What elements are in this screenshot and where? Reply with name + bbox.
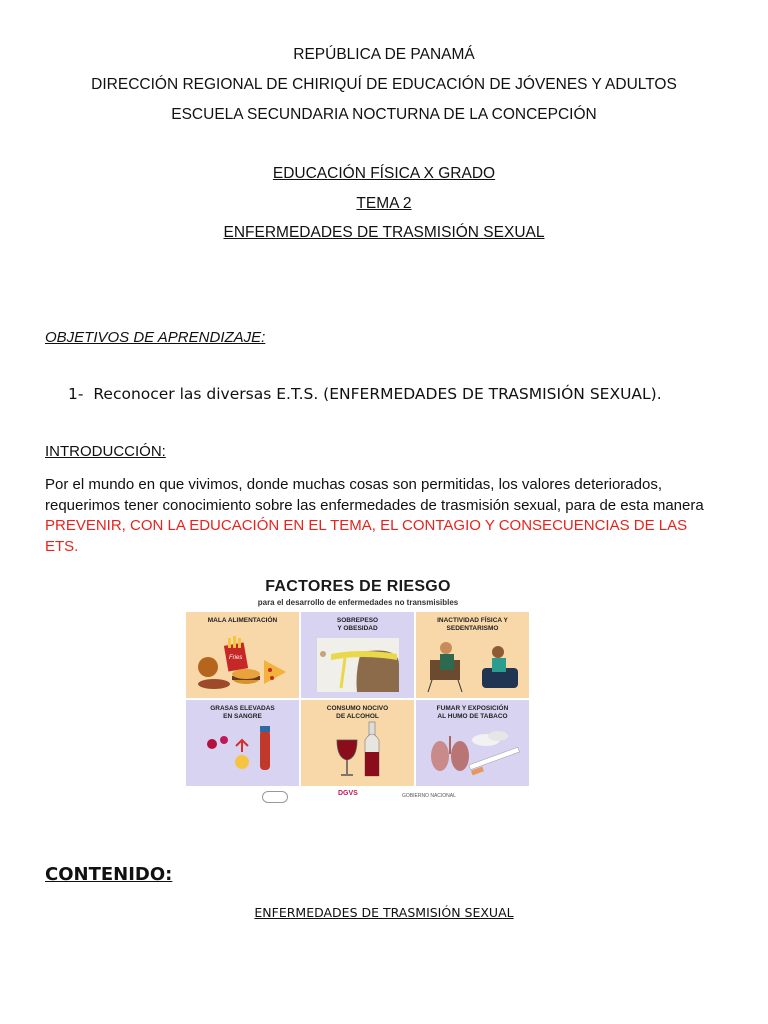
subject-title: EDUCACIÓN FÍSICA X GRADO (272, 165, 496, 182)
header-republic: REPÚBLICA DE PANAMÁ (293, 46, 475, 63)
risk-factors-infographic (172, 574, 544, 810)
tile-high-fats (186, 700, 299, 786)
intro-red-line: PREVENIR, CON LA EDUCACIÓN EN EL TEMA, EL CONTAGIO Y CONSECUENCIAS DE LAS (45, 517, 688, 534)
tile-label: INACTIVIDAD FÍSICA Y SEDENTARISMO (437, 617, 508, 632)
tile-label: GRASAS ELEVADAS EN SANGRE (210, 705, 275, 720)
tile-label: FUMAR Y EXPOSICIÓN AL HUMO DE TABACO (436, 705, 509, 720)
wine-icon (301, 700, 414, 786)
intro-line: Por el mundo en que vivimos, donde muchas cosas son permitidas, los valores deteriorados, (45, 476, 662, 493)
tile-inactivity (416, 612, 529, 698)
tile-overweight (301, 612, 414, 698)
header-school: ESCUELA SECUNDARIA NOCTURNA DE LA CONCEPCIÓN (171, 106, 597, 123)
objective-number: 1- (68, 385, 84, 403)
tile-bad-diet (186, 612, 299, 698)
waist-measure-icon (301, 612, 414, 698)
tile-label: CONSUMO NOCIVO DE ALCOHOL (326, 705, 389, 720)
gobierno-logo: GOBIERNO NACIONAL (402, 793, 456, 799)
tile-smoking (416, 700, 529, 786)
tile-alcohol (301, 700, 414, 786)
content-heading: CONTENIDO: (45, 864, 173, 885)
blood-fat-icon (186, 700, 299, 786)
tile-label: MALA ALIMENTACIÓN (207, 617, 278, 624)
fast-food-icon (186, 612, 299, 698)
ministry-logo (262, 791, 288, 803)
content-subheading: ENFERMEDADES DE TRASMISIÓN SEXUAL (254, 905, 514, 920)
objective-text: Reconocer las diversas E.T.S. (ENFERMEDADES DE TRASMISIÓN SEXUAL). (93, 385, 662, 403)
intro-red-line: ETS. (45, 537, 79, 555)
objective-item-1 (68, 385, 662, 403)
intro-heading: INTRODUCCIÓN: (45, 443, 166, 460)
fries-sign: Fries (229, 655, 243, 661)
infographic-subtitle: para el desarrollo de enfermedades no transmisibles (257, 598, 459, 607)
tema-title: TEMA 2 (356, 195, 412, 212)
infographic-title: FACTORES DE RIESGO (265, 578, 451, 595)
topic-title: ENFERMEDADES DE TRASMISIÓN SEXUAL (223, 224, 545, 241)
lungs-cigarette-icon (416, 700, 529, 786)
tile-label: SOBREPESO Y OBESIDAD (336, 617, 379, 632)
dgvs-logo: DGVS (338, 790, 358, 797)
intro-line: requerimos tener conocimiento sobre las enfermedades de trasmisión sexual, para de esta manera (45, 496, 704, 514)
intro-paragraph (45, 475, 745, 557)
sedentary-icon (416, 612, 529, 698)
objectives-heading: OBJETIVOS DE APRENDIZAJE: (45, 329, 266, 346)
infographic-logos (252, 787, 472, 805)
header-direction: DIRECCIÓN REGIONAL DE CHIRIQUÍ DE EDUCACIÓN DE JÓVENES Y ADULTOS (91, 76, 677, 93)
